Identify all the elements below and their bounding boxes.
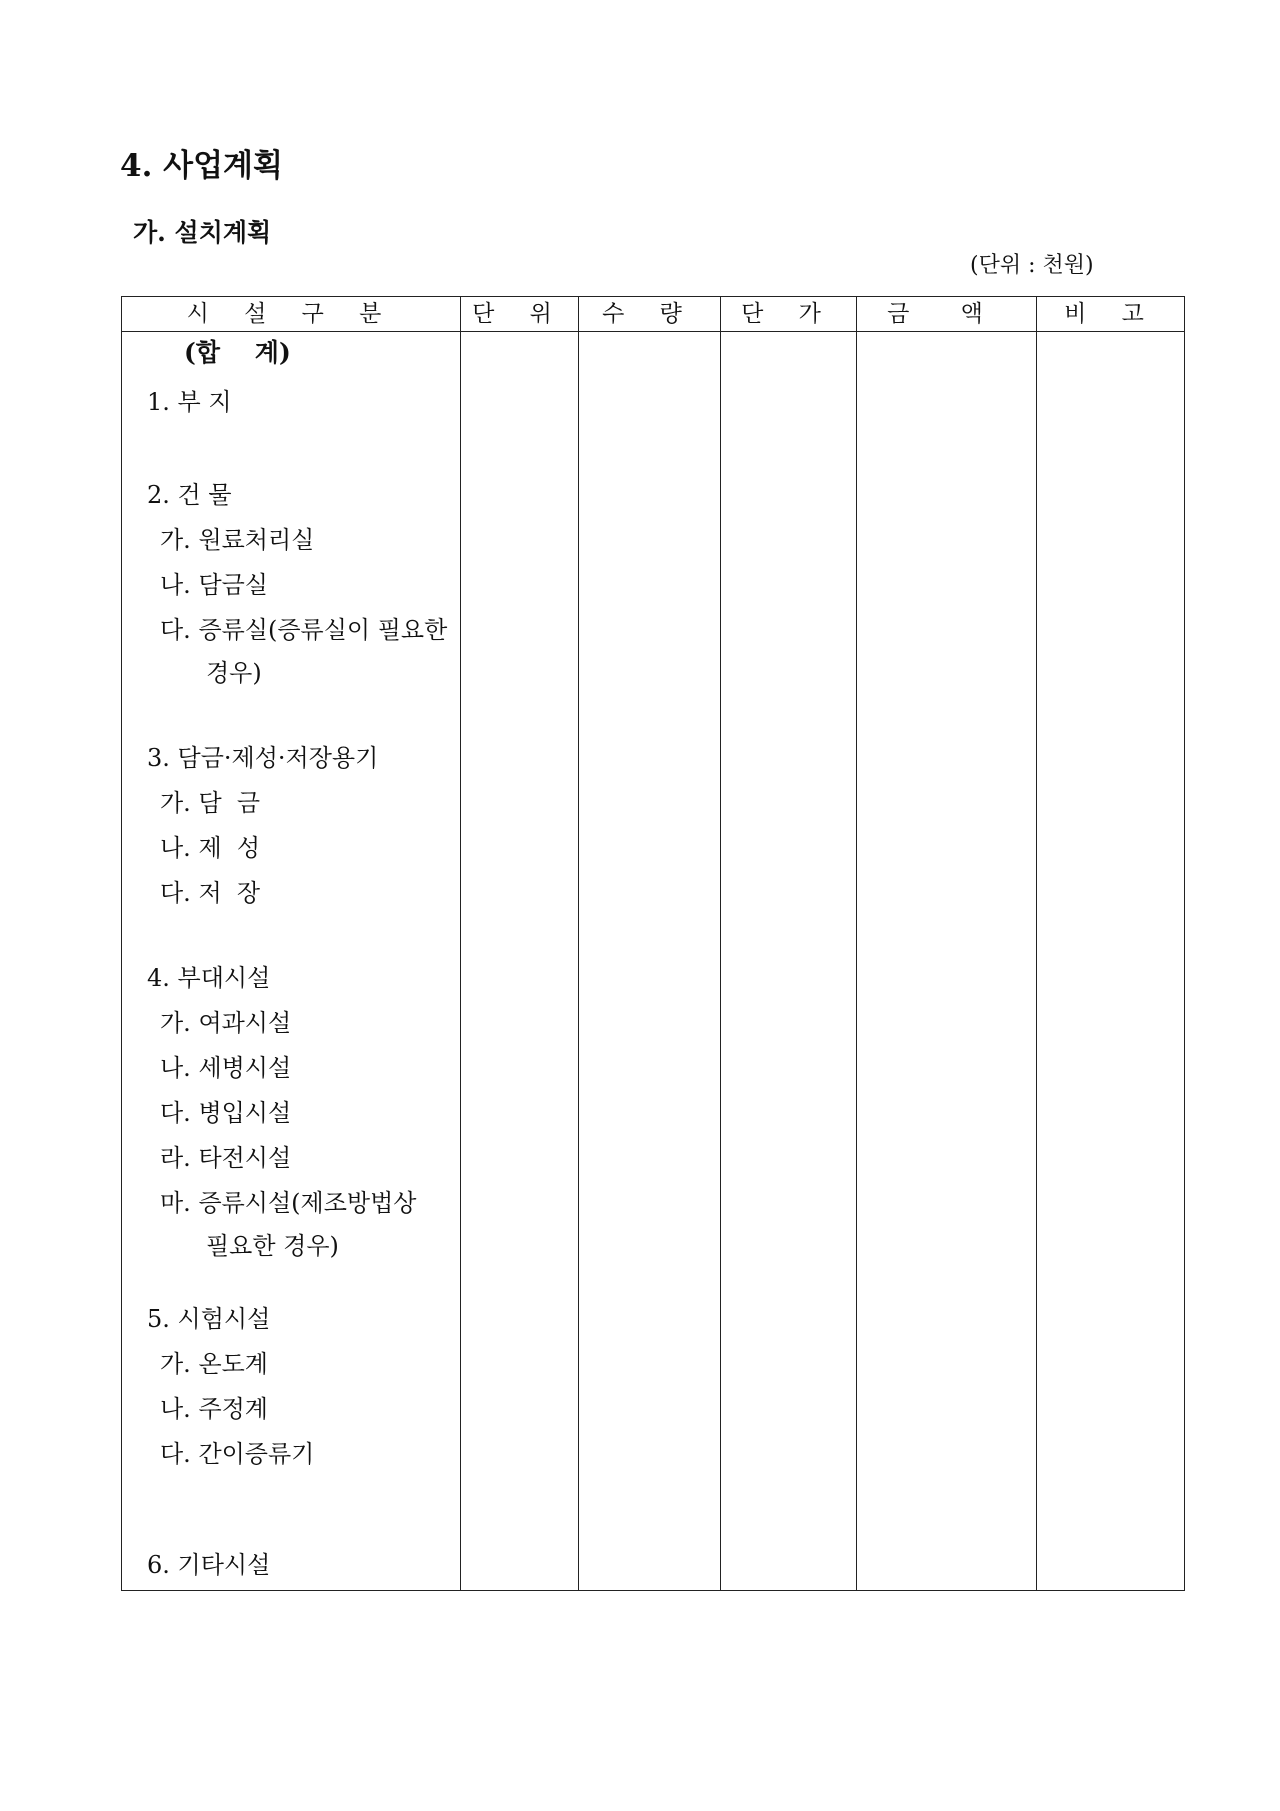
header-quantity: 수 량	[602, 301, 696, 327]
list-item: 나. 주정계	[160, 1395, 268, 1423]
subsection-title: 가. 설치계획	[133, 218, 272, 247]
column-divider	[460, 297, 461, 1590]
unit-note: (단위 : 천원)	[970, 253, 1094, 278]
list-item: 나. 담금실	[160, 571, 268, 599]
list-item: 가. 온도계	[160, 1350, 268, 1378]
list-item: 나. 제 성	[160, 834, 261, 862]
column-divider	[720, 297, 721, 1590]
column-divider	[578, 297, 579, 1590]
column-divider	[856, 297, 857, 1590]
header-facility-category: 시 설 구 분	[186, 301, 396, 327]
header-amount: 금 액	[887, 301, 1005, 327]
list-item: 2. 건 물	[147, 481, 232, 509]
header-unit: 단 위	[472, 301, 566, 327]
column-divider	[1036, 297, 1037, 1590]
section-title: 4. 사업계획	[120, 148, 283, 184]
list-item: 가. 담 금	[160, 789, 261, 817]
installation-plan-table	[121, 296, 1185, 1591]
list-item: 다. 증류실(증류실이 필요한	[160, 616, 448, 644]
list-item: 6. 기타시설	[147, 1551, 271, 1579]
list-item: 3. 담금·제성·저장용기	[147, 744, 379, 772]
list-item: 4. 부대시설	[147, 964, 271, 992]
list-item: 경우)	[206, 659, 262, 687]
list-item: 라. 타전시설	[160, 1144, 292, 1172]
header-unit-price: 단 가	[741, 301, 835, 327]
list-item: 마. 증류시설(제조방법상	[160, 1189, 417, 1217]
list-item: 1. 부 지	[147, 388, 232, 416]
list-item: 다. 간이증류기	[160, 1440, 315, 1468]
list-item: 5. 시험시설	[147, 1305, 271, 1333]
header-remarks: 비 고	[1064, 301, 1158, 327]
list-item: 나. 세병시설	[160, 1054, 292, 1082]
total-label: (합 계)	[184, 338, 291, 367]
list-item: 다. 저 장	[160, 879, 261, 907]
list-item: 필요한 경우)	[206, 1232, 339, 1260]
list-item: 다. 병입시설	[160, 1099, 292, 1127]
list-item: 가. 원료처리실	[160, 526, 315, 554]
list-item: 가. 여과시설	[160, 1009, 292, 1037]
